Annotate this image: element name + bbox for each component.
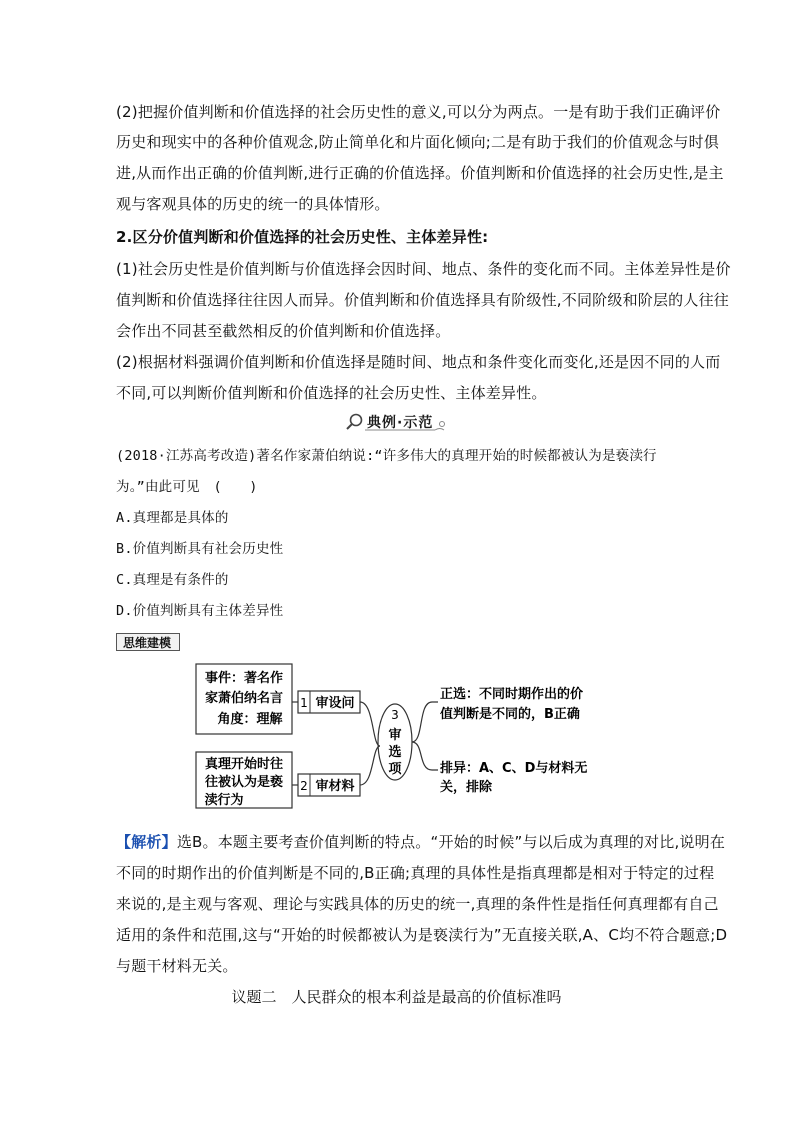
material-box-line: 真理开始时往 [204, 757, 284, 772]
analysis-tag: 【解析】 [116, 833, 177, 851]
event-box-line: 事件：著名作 [204, 671, 284, 686]
option-a: A.真理都是具体的 [116, 510, 229, 526]
correct-choice-line: 值判断是不同的，B正确 [440, 707, 580, 722]
analysis-line: 来说的,是主观与客观、理论与实践具体的历史的统一,真理的条件性是指任何真理都有自己 [116, 895, 719, 913]
paragraph-line: 进,从而作出正确的价值判断,进行正确的价值选择。价值判断和价值选择的社会历史性,是主 [116, 164, 724, 182]
example-banner-label: 典例·示范 [367, 415, 434, 431]
step3-number: 3 [391, 708, 399, 722]
paragraph-line: 值判断和价值选择往往因人而异。价值判断和价值选择具有阶级性,不同阶级和阶层的人往往 [116, 291, 729, 309]
analysis-line [116, 832, 725, 852]
paragraph-line: 不同,可以判断价值判断和价值选择的社会历史性、主体差异性。 [116, 384, 547, 402]
paragraph-line: 观与客观具体的历史的统一的具体情形。 [116, 195, 390, 213]
option-c: C.真理是有条件的 [116, 572, 229, 588]
option-d: D.价值判断具有主体差异性 [116, 603, 284, 619]
topic-title: 议题二 人民群众的根本利益是最高的价值标准吗 [231, 988, 562, 1006]
event-box-line: 角度：理解 [217, 712, 283, 727]
thinking-model-label: 思维建模 [123, 636, 172, 650]
analysis-line: 与题干材料无关。 [116, 957, 238, 975]
exclude-choice-line: 关，排除 [440, 780, 493, 795]
step1-label: 审设问 [315, 696, 355, 711]
step3-char: 选 [388, 745, 402, 760]
paragraph-line: (2)把握价值判断和价值选择的社会历史性的意义,可以分为两点。一是有助于我们正确评价 [116, 103, 721, 121]
correct-choice-line: 正选：不同时期作出的价 [440, 687, 584, 702]
paragraph-line: (2)根据材料强调价值判断和价值选择是随时间、地点和条件变化而变化,还是因不同的人而 [116, 353, 721, 371]
thinking-model-diagram [186, 660, 626, 810]
example-banner [345, 411, 449, 433]
question-stem: 为。”由此可见 ( ) [116, 479, 258, 495]
event-box-line: 家萧伯纳名言 [204, 691, 284, 706]
material-box-line: 往被认为是亵 [204, 775, 284, 790]
step3-char: 项 [388, 762, 402, 777]
analysis-line: 不同的时期作出的价值判断是不同的,B正确;真理的具体性是指真理都是相对于特定的过程 [116, 864, 715, 882]
step1-number: 1 [300, 696, 308, 710]
paragraph-line: 会作出不同甚至截然相反的价值判断和价值选择。 [116, 322, 451, 340]
analysis-line: 适用的条件和范围,这与“开始的时候都被认为是亵渎行为”无直接关联,A、C均不符合题意;D [116, 926, 728, 944]
thinking-model-tag [116, 633, 180, 651]
step2-number: 2 [300, 779, 308, 793]
paragraph-line: (1)社会历史性是价值判断与价值选择会因时间、地点、条件的变化而不同。主体差异性是价 [116, 260, 731, 278]
paragraph-line: 历史和现实中的各种价值观念,防止简单化和片面化倾向;二是有助于我们的价值观念与时俱 [116, 133, 720, 151]
material-box-line: 渎行为 [204, 793, 244, 808]
question-stem: (2018·江苏高考改造)著名作家萧伯纳说:“许多伟大的真理开始的时候都被认为是亵渎行 [116, 448, 657, 464]
analysis-text: 选B。本题主要考查价值判断的特点。“开始的时候”与以后成为真理的对比,说明在 [176, 833, 726, 851]
section-heading: 2.区分价值判断和价值选择的社会历史性、主体差异性: [116, 228, 489, 246]
option-b: B.价值判断具有社会历史性 [116, 541, 284, 557]
step3-char: 审 [388, 728, 402, 743]
step2-label: 审材料 [315, 779, 355, 794]
exclude-choice-line: 排异：A、C、D与材料无 [440, 761, 588, 776]
